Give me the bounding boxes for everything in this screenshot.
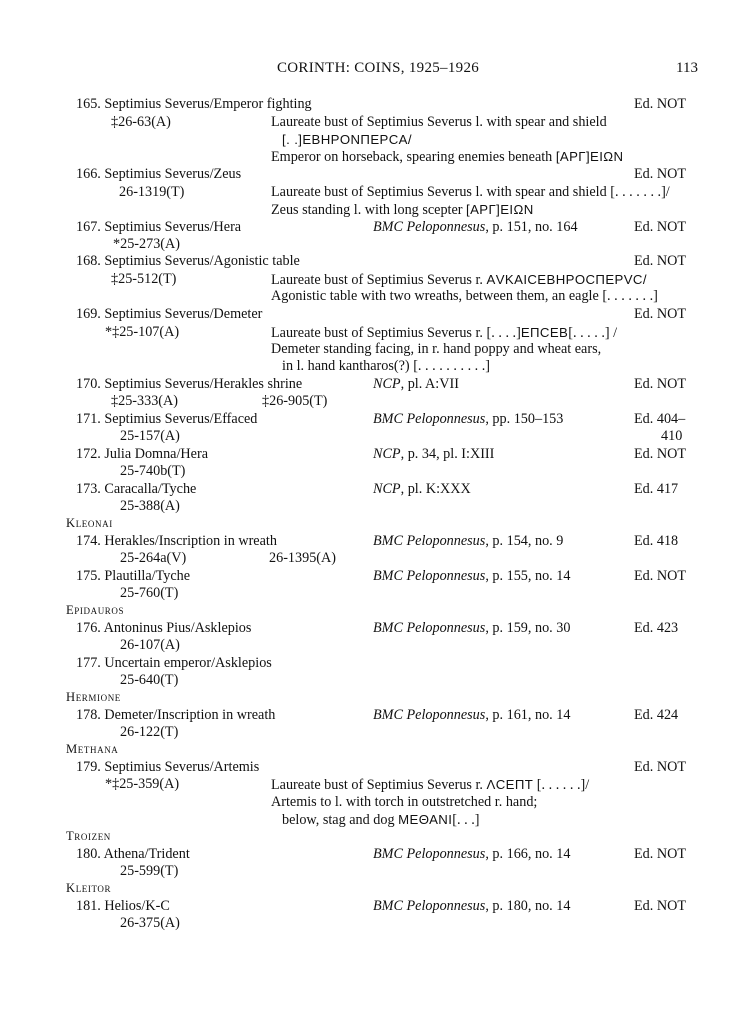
section-methana: Methana [66,742,119,756]
entry-169-ed: Ed. NOT [634,306,687,322]
entry-171-inventory: 25-157(A) [120,428,180,444]
section-epidauros: Epidauros [66,603,125,617]
entry-165-ed: Ed. NOT [634,96,687,112]
entry-171-ed: Ed. 404– [634,411,686,427]
entry-174-inventory-2: 26-1395(A) [269,550,336,566]
section-hermione: Hermione [66,690,121,704]
entry-174-title: 174. Herakles/Inscription in wreath [76,533,277,549]
entry-170-title: 170. Septimius Severus/Herakles shrine [76,376,303,392]
entry-171-ed-cont: 410 [661,428,683,444]
entry-173-ref: NCP, pl. K:XXX [373,481,471,497]
entry-168-reverse: Agonistic table with two wreaths, between them, an eagle [. . . . . . .] [271,288,658,304]
entry-172-ed: Ed. NOT [634,446,687,462]
entry-167-title: 167. Septimius Severus/Hera [76,219,242,235]
entry-177-inventory: 25-640(T) [120,672,179,688]
entry-168-title: 168. Septimius Severus/Agonistic table [76,253,300,269]
entry-181-title: 181. Helios/K-C [76,898,170,914]
entry-166-desc: Laureate bust of Septimius Severus l. with spear and shield [. . . . . . .]/ [271,184,670,200]
entry-178-ed: Ed. 424 [634,707,679,723]
entry-169-reverse-cont: in l. hand kantharos(?) [. . . . . . . . . .] [282,358,491,374]
entry-179-reverse: Artemis to l. with torch in outstretched r. hand; [271,794,538,810]
entry-181-ed: Ed. NOT [634,898,687,914]
entry-173-ed: Ed. 417 [634,481,679,497]
section-kleonai: Kleonai [66,516,113,530]
entry-179-ed: Ed. NOT [634,759,687,775]
entry-172-title: 172. Julia Domna/Hera [76,446,208,462]
entry-165-desc: Laureate bust of Septimius Severus l. with spear and shield [271,114,607,130]
entry-176-inventory: 26-107(A) [120,637,180,653]
entry-167-inventory: *25-273(A) [113,236,180,252]
entry-174-ed: Ed. 418 [634,533,679,549]
entry-180-inventory: 25-599(T) [120,863,179,879]
entry-178-inventory: 26-122(T) [120,724,179,740]
page-number: 113 [676,60,698,76]
entry-175-ref: BMC Peloponnesus, p. 155, no. 14 [373,568,571,584]
entry-168-desc: Laureate bust of Septimius Severus r. ΑVΚΑΙCΕΒΗΡΟCΠΕΡVC/ [271,272,647,288]
entry-167-ed: Ed. NOT [634,219,687,235]
entry-178-ref: BMC Peloponnesus, p. 161, no. 14 [373,707,571,723]
entry-166-title: 166. Septimius Severus/Zeus [76,166,242,182]
entry-176-ref: BMC Peloponnesus, p. 159, no. 30 [373,620,571,636]
entry-175-title: 175. Plautilla/Tyche [76,568,191,584]
entry-170-ed: Ed. NOT [634,376,687,392]
entry-179-reverse-cont: below, stag and dog ΜΕΘΑΝΙ[. . .] [282,812,480,828]
entry-172-inventory: 25-740b(T) [120,463,186,479]
entry-180-ed: Ed. NOT [634,846,687,862]
entry-181-inventory: 26-375(A) [120,915,180,931]
entry-169-reverse: Demeter standing facing, in r. hand poppy and wheat ears, [271,341,602,357]
entry-176-ed: Ed. 423 [634,620,679,636]
entry-174-inventory: 25-264a(V) [120,550,187,566]
entry-169-desc: Laureate bust of Septimius Severus r. [. . . .]ΕΠCΕΒ[. . . . .] / [271,325,618,341]
entry-169-inventory: *‡25-107(A) [105,324,180,340]
entry-178-title: 178. Demeter/Inscription in wreath [76,707,276,723]
entry-165-inventory: ‡26-63(A) [111,114,171,130]
entry-174-ref: BMC Peloponnesus, p. 154, no. 9 [373,533,564,549]
entry-180-title: 180. Athena/Trident [76,846,190,862]
entry-170-ref: NCP, pl. A:VII [373,376,459,392]
entry-180-ref: BMC Peloponnesus, p. 166, no. 14 [373,846,571,862]
entry-173-title: 173. Caracalla/Tyche [76,481,197,497]
entry-173-inventory: 25-388(A) [120,498,180,514]
entry-168-inventory: ‡25-512(T) [111,271,177,287]
entry-170-inventory-2: ‡26-905(T) [262,393,328,409]
entry-179-title: 179. Septimius Severus/Artemis [76,759,260,775]
entry-166-ed: Ed. NOT [634,166,687,182]
entry-165-title: 165. Septimius Severus/Emperor fighting [76,96,312,112]
entry-168-ed: Ed. NOT [634,253,687,269]
entry-181-ref: BMC Peloponnesus, p. 180, no. 14 [373,898,571,914]
entry-177-title: 177. Uncertain emperor/Asklepios [76,655,272,671]
running-header-title: CORINTH: COINS, 1925–1926 [276,60,480,76]
entry-179-inventory: *‡25-359(A) [105,776,180,792]
entry-175-inventory: 25-760(T) [120,585,179,601]
entry-165-legend: [. .]ΕΒΗΡΟΝΠΕΡCΑ/ [282,132,412,147]
entry-171-ref: BMC Peloponnesus, pp. 150–153 [373,411,564,427]
entry-175-ed: Ed. NOT [634,568,687,584]
entry-167-ref: BMC Peloponnesus, p. 151, no. 164 [373,219,578,235]
entry-179-desc: Laureate bust of Septimius Severus r. ΛCΕΠΤ [. . . . . .]/ [271,777,590,793]
entry-171-title: 171. Septimius Severus/Effaced [76,411,258,427]
entry-166-inventory: 26-1319(T) [119,184,185,200]
section-troizen: Troizen [66,829,111,843]
entry-172-ref: NCP, p. 34, pl. I:XIII [373,446,495,462]
entry-176-title: 176. Antoninus Pius/Asklepios [76,620,252,636]
entry-166-reverse: Zeus standing l. with long scepter [ΑΡΓ]ΕΙΩΝ [271,202,534,218]
entry-170-inventory: ‡25-333(A) [111,393,178,409]
entry-169-title: 169. Septimius Severus/Demeter [76,306,263,322]
entry-165-reverse: Emperor on horseback, spearing enemies beneath [ΑΡΓ]ΕΙΩΝ [271,149,624,165]
section-kleitor: Kleitor [66,881,112,895]
